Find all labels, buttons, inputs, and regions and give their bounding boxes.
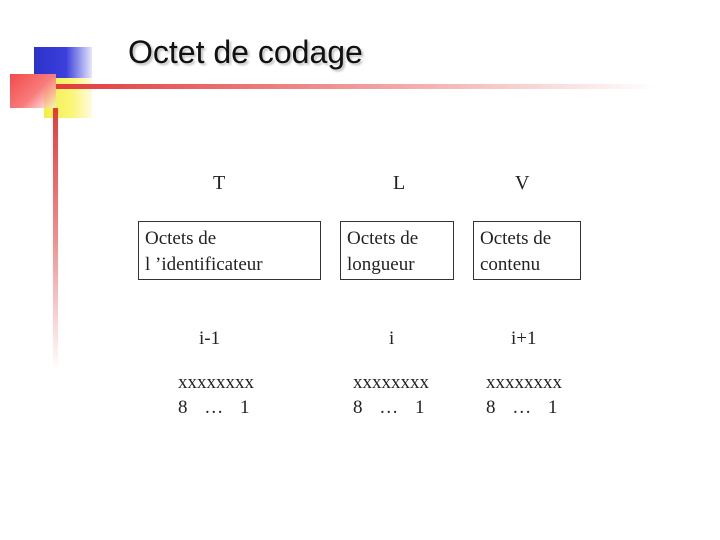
field-index-l: i <box>389 328 395 349</box>
decor-vertical-rule <box>53 108 58 370</box>
field-letter-t: T <box>213 172 226 194</box>
field-box-line1: Octets de <box>480 228 552 249</box>
field-letter-v: V <box>515 172 530 194</box>
field-bits-v: xxxxxxxx <box>486 372 562 393</box>
slide-title: Octet de codage <box>128 34 363 70</box>
field-box-length <box>340 221 454 280</box>
field-index-t: i-1 <box>199 328 221 349</box>
field-range-v: 8 … 1 <box>486 397 558 418</box>
field-box-line2: longueur <box>347 254 415 275</box>
decor-red-square <box>10 74 56 108</box>
decor-horizontal-rule <box>56 84 656 89</box>
field-range-t: 8 … 1 <box>178 397 250 418</box>
field-bits-l: xxxxxxxx <box>353 372 429 393</box>
field-index-v: i+1 <box>511 328 537 349</box>
field-box-line1: Octets de <box>347 228 419 249</box>
field-box-line1: Octets de <box>145 228 217 249</box>
field-letter-l: L <box>393 172 406 194</box>
field-box-identifier <box>138 221 321 280</box>
field-box-line2: contenu <box>480 254 541 275</box>
field-range-l: 8 … 1 <box>353 397 425 418</box>
field-box-line2: l ’identificateur <box>145 254 263 275</box>
field-bits-t: xxxxxxxx <box>178 372 254 393</box>
field-box-content <box>473 221 581 280</box>
